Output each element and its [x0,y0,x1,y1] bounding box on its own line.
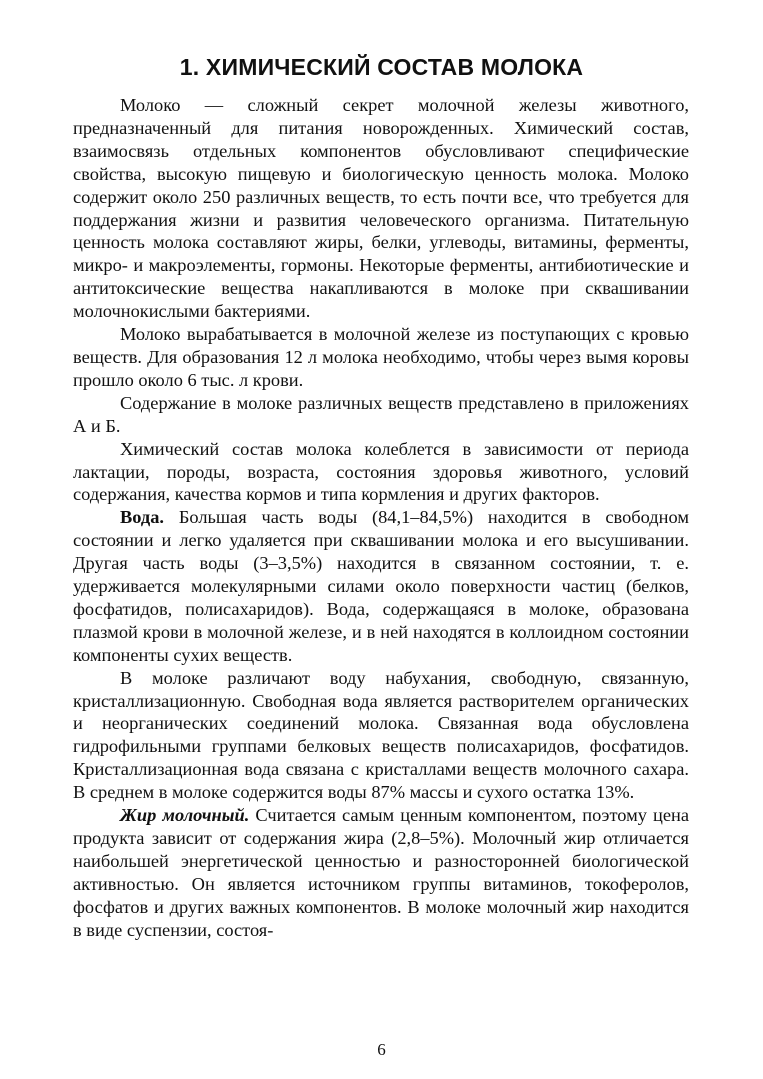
paragraph-text: Молоко — сложный секрет молочной железы животного, предназначенный для питания новорожденных. Химический состав, взаимосвязь отдельных компонентов обусловливают специфические свойства, высокую пищевую и биологическую ценность молока. Молоко содержит около 250 различных веществ, то есть почти все, что требуется для поддержания жизни и развития человеческого организма. Питательную ценность молока составляют жиры, белки, углеводы, витамины, ферменты, микро- и макроэлементы, гормоны. Некоторые ферменты, антибиотические и антитоксические вещества накапливаются в молоке при сквашивании молочнокислыми бактериями. [73,95,689,322]
body-text [73,94,689,942]
paragraph-composition-factors [73,438,689,507]
paragraph-lead-water: Вода. [120,507,165,528]
paragraph-water-types [73,667,689,804]
paragraph-appendix-ref [73,392,689,438]
paragraph-text: В молоке различают воду набухания, свободную, связанную, кристаллизационную. Свободная вода является растворителем органических и неорганических соединений молока. Связанная вода обусловлена гидрофильными группами белковых веществ полисахаридов, фосфатидов. Кристаллизационная вода связана с кристаллами веществ молочного сахара. В среднем в молоке содержится воды 87% массы и сухого остатка 13%. [73,667,689,803]
paragraph-production [73,323,689,392]
paragraph-text: Химический состав молока колеблется в зависимости от периода лактации, породы, возраста, состояния здоровья животного, условий содержания, качества кормов и типа кормления и других факторов. [73,438,689,505]
page-number: 6 [377,1040,386,1059]
paragraph-text: Считается самым ценным компонентом, поэтому цена продукта зависит от содержания жира (2,8–5%). Молочный жир отличается наибольшей энергетической ценностью и разносторонней биологической активностью. Он является источником группы витаминов, токоферолов, фосфатов и других важных компонентов. В молоке молочный жир находится в виде суспензии, состоя- [73,805,689,940]
paragraph-milk-fat [73,804,689,941]
paragraph-water [73,506,689,666]
paragraph-lead-fat: Жир молочный. [120,805,250,826]
page-title: 1. ХИМИЧЕСКИЙ СОСТАВ МОЛОКА [179,54,584,80]
paragraph-text: Молоко вырабатывается в молочной железе из поступающих с кровью веществ. Для образования 12 л молока необходимо, чтобы через вымя коровы прошло около 6 тыс. л крови. [73,324,689,390]
paragraph-text: Большая часть воды (84,1–84,5%) находится в свободном состоянии и легко удаляется при сквашивании молока и его высушивании. Другая часть воды (3–3,5%) находится в связанном состоянии, т. е. удерживается молекулярными силами около поверхности частиц (белков, фосфатидов, полисахаридов). Вода, содержащаяся в молоке, образована плазмой крови в молочной железе, и в ней находятся в коллоидном состоянии компоненты сухих веществ. [73,507,689,665]
paragraph-text: Содержание в молоке различных веществ представлено в приложениях А и Б. [73,392,689,436]
paragraph-intro [73,94,689,323]
